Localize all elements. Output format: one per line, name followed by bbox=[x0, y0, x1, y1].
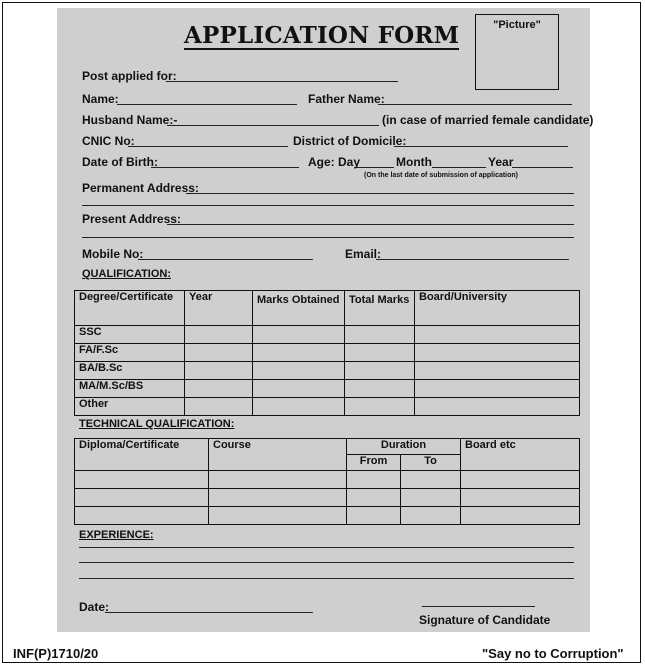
cell[interactable] bbox=[345, 344, 415, 362]
header-total-marks: Total Marks bbox=[345, 291, 415, 326]
signature-line[interactable] bbox=[422, 606, 535, 607]
mobile-label: Mobile No: bbox=[82, 247, 144, 261]
header-board-etc: Board etc bbox=[461, 439, 580, 471]
cell[interactable] bbox=[347, 507, 401, 525]
footer-code: INF(P)1710/20 bbox=[13, 646, 99, 661]
cell[interactable] bbox=[415, 344, 580, 362]
cell[interactable] bbox=[415, 326, 580, 344]
cell[interactable] bbox=[253, 326, 345, 344]
cell[interactable] bbox=[253, 344, 345, 362]
mobile-field[interactable] bbox=[138, 259, 313, 260]
row-label-ba: BA/B.Sc bbox=[75, 362, 185, 380]
post-applied-label: Post applied for: bbox=[82, 69, 177, 83]
cell[interactable] bbox=[401, 471, 461, 489]
cell[interactable] bbox=[209, 507, 347, 525]
name-label: Name: bbox=[82, 92, 119, 106]
table-row[interactable] bbox=[75, 326, 580, 344]
table-row[interactable] bbox=[75, 507, 580, 525]
husband-name-field[interactable] bbox=[167, 125, 379, 126]
cell[interactable] bbox=[185, 362, 253, 380]
dob-label: Date of Birth: bbox=[82, 155, 158, 169]
cell[interactable] bbox=[345, 380, 415, 398]
header-to: To bbox=[401, 455, 461, 471]
age-note: (On the last date of submission of application) bbox=[364, 172, 519, 179]
technical-qualification-table bbox=[74, 438, 580, 525]
cell[interactable] bbox=[253, 362, 345, 380]
cell[interactable] bbox=[253, 380, 345, 398]
cell[interactable] bbox=[345, 362, 415, 380]
present-address-field-line2[interactable] bbox=[82, 237, 574, 238]
cell[interactable] bbox=[209, 471, 347, 489]
table-row[interactable] bbox=[75, 362, 580, 380]
dob-field[interactable] bbox=[151, 167, 299, 168]
date-label: Date: bbox=[79, 600, 110, 614]
cell[interactable] bbox=[347, 471, 401, 489]
experience-field-line3[interactable] bbox=[79, 578, 574, 579]
header-year: Year bbox=[185, 291, 253, 326]
table-row[interactable] bbox=[75, 380, 580, 398]
cell[interactable] bbox=[461, 507, 580, 525]
age-month-label: Month bbox=[396, 155, 432, 169]
age-year-label: Year bbox=[488, 155, 514, 169]
experience-heading: EXPERIENCE: bbox=[79, 529, 154, 541]
table-row[interactable] bbox=[75, 398, 580, 416]
header-board-university: Board/University bbox=[415, 291, 580, 326]
age-day-label: Age: Day bbox=[308, 155, 361, 169]
father-name-field[interactable] bbox=[378, 104, 572, 105]
experience-field-line1[interactable] bbox=[79, 547, 574, 548]
header-from: From bbox=[347, 455, 401, 471]
cell[interactable] bbox=[345, 398, 415, 416]
header-degree: Degree/Certificate bbox=[75, 291, 185, 326]
cell[interactable] bbox=[75, 489, 209, 507]
email-label: Email: bbox=[345, 247, 382, 261]
qualification-table bbox=[74, 290, 580, 416]
domicile-label: District of Domicile: bbox=[293, 134, 407, 148]
name-field[interactable] bbox=[117, 104, 297, 105]
husband-note: (in case of married female candidate) bbox=[382, 113, 594, 127]
signature-label: Signature of Candidate bbox=[419, 613, 551, 627]
cnic-label: CNIC No: bbox=[82, 134, 135, 148]
cell[interactable] bbox=[253, 398, 345, 416]
age-year-field[interactable] bbox=[512, 167, 573, 168]
cell[interactable] bbox=[185, 398, 253, 416]
cnic-field[interactable] bbox=[128, 146, 288, 147]
permanent-address-field-line2[interactable] bbox=[82, 205, 574, 206]
cell[interactable] bbox=[401, 489, 461, 507]
present-address-field[interactable] bbox=[167, 224, 574, 225]
technical-qualification-heading: TECHNICAL QUALIFICATION: bbox=[79, 418, 235, 430]
experience-field-line2[interactable] bbox=[79, 562, 574, 563]
cell[interactable] bbox=[347, 489, 401, 507]
qualification-header-row bbox=[75, 291, 580, 326]
cell[interactable] bbox=[401, 507, 461, 525]
cell[interactable] bbox=[209, 489, 347, 507]
cell[interactable] bbox=[415, 380, 580, 398]
husband-name-label: Husband Name:- bbox=[82, 113, 178, 127]
cell[interactable] bbox=[185, 344, 253, 362]
header-duration: Duration bbox=[347, 439, 461, 455]
form-title: APPLICATION FORM bbox=[184, 22, 460, 49]
table-row[interactable] bbox=[75, 471, 580, 489]
cell[interactable] bbox=[345, 326, 415, 344]
age-day-field[interactable] bbox=[354, 167, 394, 168]
row-label-fa: FA/F.Sc bbox=[75, 344, 185, 362]
cell[interactable] bbox=[461, 471, 580, 489]
header-diploma: Diploma/Certificate bbox=[75, 439, 209, 471]
cell[interactable] bbox=[415, 398, 580, 416]
present-address-label: Present Address: bbox=[82, 212, 181, 226]
permanent-address-field[interactable] bbox=[186, 193, 574, 194]
table-row[interactable] bbox=[75, 489, 580, 507]
picture-box[interactable] bbox=[475, 14, 559, 90]
cell[interactable] bbox=[185, 326, 253, 344]
header-marks-obtained: Marks Obtained bbox=[253, 291, 345, 326]
row-label-ssc: SSC bbox=[75, 326, 185, 344]
cell[interactable] bbox=[75, 507, 209, 525]
email-field[interactable] bbox=[376, 259, 569, 260]
row-label-ma: MA/M.Sc/BS bbox=[75, 380, 185, 398]
permanent-address-label: Permanent Address: bbox=[82, 181, 199, 195]
domicile-field[interactable] bbox=[394, 146, 568, 147]
picture-label: "Picture" bbox=[493, 19, 541, 31]
technical-header-row bbox=[75, 439, 580, 455]
row-label-other: Other bbox=[75, 398, 185, 416]
table-row[interactable] bbox=[75, 344, 580, 362]
cell[interactable] bbox=[461, 489, 580, 507]
footer-slogan: "Say no to Corruption" bbox=[482, 646, 624, 661]
father-name-label: Father Name: bbox=[308, 92, 385, 106]
cell[interactable] bbox=[75, 471, 209, 489]
qualification-heading: QUALIFICATION: bbox=[82, 268, 172, 280]
date-field[interactable] bbox=[105, 612, 313, 613]
cell[interactable] bbox=[185, 380, 253, 398]
cell[interactable] bbox=[415, 362, 580, 380]
post-applied-field[interactable] bbox=[166, 81, 398, 82]
header-course: Course bbox=[209, 439, 347, 471]
age-month-field[interactable] bbox=[432, 167, 486, 168]
